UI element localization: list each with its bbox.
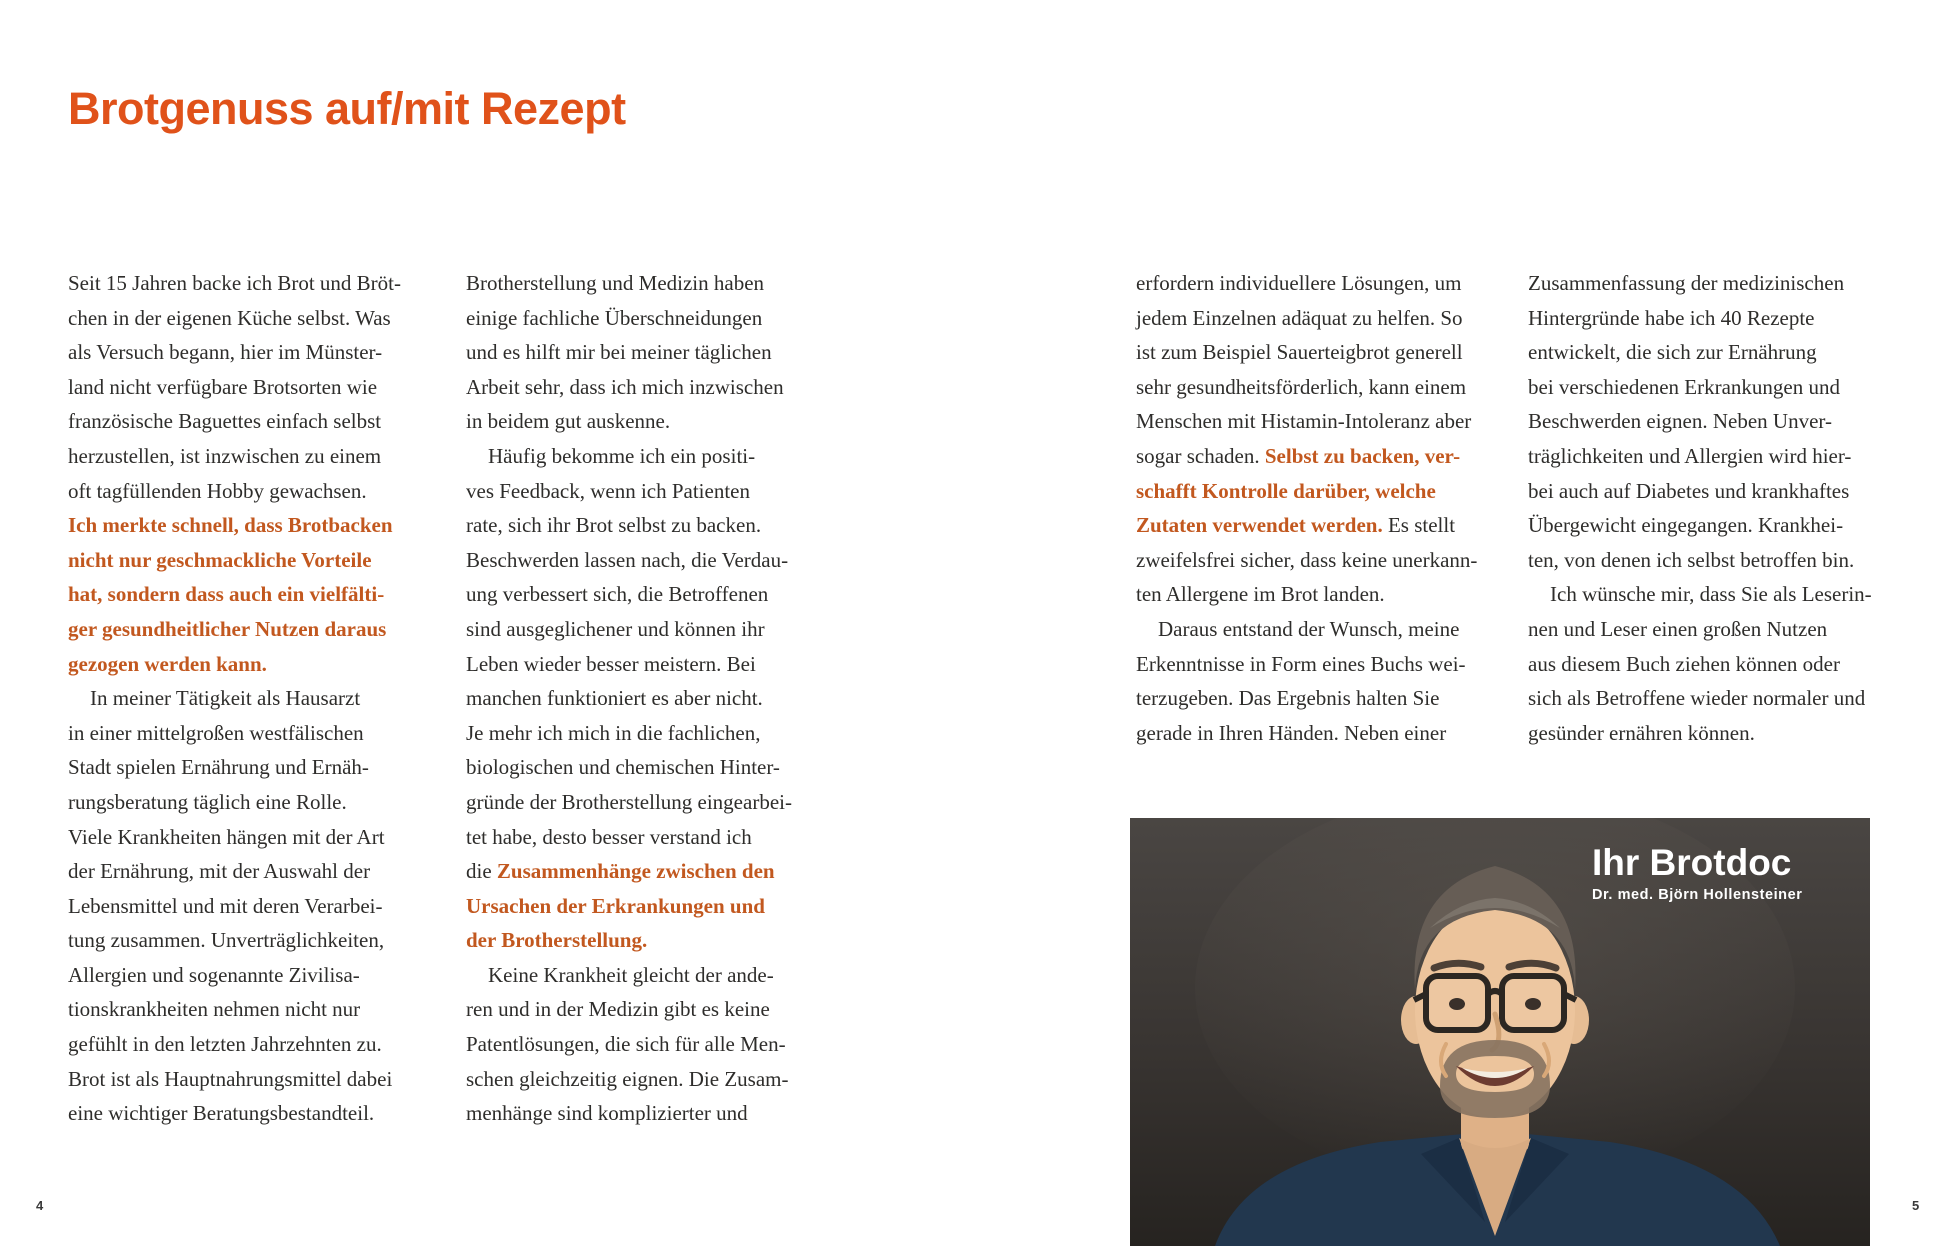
text-line [68,439,440,474]
text-segment: biologischen und chemischen Hinter- [466,755,780,780]
text-segment: sogar schaden. [1136,443,1265,468]
text-line [68,612,440,647]
text-segment: aus diesem Buch ziehen können oder [1528,651,1840,676]
text-line [68,750,440,785]
text-line [68,854,440,889]
text-line [1528,335,1900,370]
emphasized-text-segment: Selbst zu backen, ver- [1264,443,1461,468]
text-line [1136,681,1508,716]
text-segment: sind ausgeglichener und können ihr [466,616,765,641]
text-segment: ves Feedback, wenn ich Patienten [466,478,750,503]
text-line [1528,543,1900,578]
text-segment: Häufig bekomme ich ein positi- [488,443,756,468]
text-line [466,508,838,543]
text-segment: Arbeit sehr, dass ich mich inzwischen [466,374,784,399]
text-line [466,923,838,958]
text-line [68,474,440,509]
text-segment: Patentlösungen, die sich für alle Men- [466,1032,786,1057]
text-line [1136,474,1508,509]
text-line [1136,577,1508,612]
text-line [1136,266,1508,301]
text-line [1136,301,1508,336]
text-line [466,1062,838,1097]
text-segment: als Versuch begann, hier im Münster- [68,340,383,365]
text-line [68,681,440,716]
text-segment: In meiner Tätigkeit als Hausarzt [90,686,361,711]
text-line [68,785,440,820]
text-line [466,716,838,751]
text-line [1136,508,1508,543]
text-line [466,750,838,785]
text-line [68,1027,440,1062]
text-segment: Übergewicht eingegangen. Krankhei- [1528,513,1844,538]
text-segment: tung zusammen. Unverträglichkeiten, [68,928,385,953]
text-segment: schen gleichzeitig eignen. Die Zusam- [466,1066,789,1091]
text-segment: nen und Leser einen großen Nutzen [1528,616,1828,641]
text-line [466,647,838,682]
text-segment: jedem Einzelnen adäquat zu helfen. So [1136,305,1463,330]
text-line [466,301,838,336]
text-line [1528,301,1900,336]
text-line [466,439,838,474]
text-line [1528,474,1900,509]
text-segment: gesünder ernähren können. [1528,720,1755,745]
photo-caption [1592,844,1802,903]
text-segment: Brot ist als Hauptnahrungsmittel dabei [68,1066,393,1091]
text-line [68,335,440,370]
text-line [68,1096,440,1131]
text-segment: oft tagfüllenden Hobby gewachsen. [68,478,367,503]
text-line [1528,577,1900,612]
text-line [466,958,838,993]
photo-heading: Ihr Brotdoc [1592,842,1792,883]
page-number-left: 4 [36,1198,44,1213]
text-line [466,335,838,370]
text-segment: Allergien und sogenannte Zivilisa- [68,962,360,987]
text-segment: ren und in der Medizin gibt es keine [466,997,770,1022]
text-line [466,370,838,405]
text-line [1136,370,1508,405]
emphasized-text-segment: ger gesundheitlicher Nutzen daraus [68,616,387,641]
text-line [68,577,440,612]
text-segment: bei auch auf Diabetes und krankhaftes [1528,478,1850,503]
text-segment: Hintergründe habe ich 40 Rezepte [1528,305,1815,330]
text-segment: Lebensmittel und mit deren Verarbei- [68,893,383,918]
text-segment: terzugeben. Das Ergebnis halten Sie [1136,686,1440,711]
text-line [466,474,838,509]
text-line [68,958,440,993]
text-segment: Brotherstellung und Medizin haben [466,271,765,295]
text-segment: Viele Krankheiten hängen mit der Art [68,824,385,849]
emphasized-text-segment: Ursachen der Erkrankungen und [466,893,765,918]
text-segment: träglichkeiten und Allergien wird hier- [1528,443,1852,468]
text-segment: Menschen mit Histamin-Intoleranz aber [1136,409,1472,434]
emphasized-text-segment: schafft Kontrolle darüber, welche [1136,478,1436,503]
text-segment: Beschwerden lassen nach, die Verdau- [466,547,789,572]
text-segment: gründe der Brotherstellung eingearbei- [466,789,792,814]
text-segment: französische Baguettes einfach selbst [68,409,382,434]
text-segment: ten, von denen ich selbst betroffen bin. [1528,547,1855,572]
text-line [466,785,838,820]
text-segment: Stadt spielen Ernährung und Ernäh- [68,755,369,780]
emphasized-text-segment: gezogen werden kann. [68,651,267,676]
text-line [68,992,440,1027]
emphasized-text-segment: hat, sondern dass auch ein vielfälti- [68,582,385,607]
text-segment: entwickelt, die sich zur Ernährung [1528,340,1817,365]
page-title: Brotgenuss auf/mit Rezept [68,83,626,134]
text-segment: die [466,859,497,884]
text-line [466,612,838,647]
text-line [68,508,440,543]
text-line [68,889,440,924]
text-column-3 [1136,266,1508,750]
text-line [466,854,838,889]
text-segment: Je mehr ich mich in die fachlichen, [466,720,761,745]
text-line [68,923,440,958]
text-line [1528,647,1900,682]
text-segment: ung verbessert sich, die Betroffenen [466,582,769,607]
text-line [1136,439,1508,474]
text-segment: ten Allergene im Brot landen. [1136,582,1385,607]
text-segment: bei verschiedenen Erkrankungen und [1528,374,1840,399]
text-segment: Beschwerden eignen. Neben Unver- [1528,409,1832,434]
text-line [466,681,838,716]
text-line [466,889,838,924]
text-line [1136,647,1508,682]
emphasized-text-segment: der Brotherstellung. [466,928,648,953]
text-line [466,820,838,855]
text-segment: Leben wieder besser meistern. Bei [466,651,756,676]
text-line [68,266,440,301]
text-line [68,647,440,682]
photo-subheading: Dr. med. Björn Hollensteiner [1592,887,1803,903]
text-segment: land nicht verfügbare Brotsorten wie [68,374,378,399]
text-segment: der Ernährung, mit der Auswahl der [68,859,371,884]
text-line [466,992,838,1027]
text-segment: herzustellen, ist inzwischen zu einem [68,443,382,468]
text-column-1 [68,266,440,1131]
text-line [68,404,440,439]
text-line [68,301,440,336]
text-segment: menhänge sind komplizierter und [466,1101,748,1126]
text-line [1136,404,1508,439]
text-segment: manchen funktioniert es aber nicht. [466,686,763,711]
text-line [68,543,440,578]
text-segment: und es hilft mir bei meiner täglichen [466,340,772,365]
text-line [1136,335,1508,370]
emphasized-text-segment: Ich merkte schnell, dass Brotbacken [68,513,393,538]
text-segment: sich als Betroffene wieder normaler und [1528,686,1866,711]
text-line [1528,716,1900,751]
emphasized-text-segment: Zutaten verwendet werden. [1136,513,1383,538]
text-segment: Ich wünsche mir, dass Sie als Leserin- [1550,582,1872,607]
text-line [68,716,440,751]
text-segment: erfordern individuellere Lösungen, um [1136,271,1462,295]
text-line [1528,370,1900,405]
text-line [466,404,838,439]
text-line [68,370,440,405]
text-segment: chen in der eigenen Küche selbst. Was [68,305,391,330]
text-line [1528,508,1900,543]
text-segment: in beidem gut auskenne. [466,409,671,434]
text-segment: rungsberatung täglich eine Rolle. [68,789,347,814]
text-segment: gefühlt in den letzten Jahrzehnten zu. [68,1032,382,1057]
text-line [1528,612,1900,647]
text-segment: tionskrankheiten nehmen nicht nur [68,997,361,1022]
text-segment: einige fachliche Überschneidungen [466,305,763,330]
text-line [466,1096,838,1131]
text-line [1136,716,1508,751]
text-segment: eine wichtiger Beratungsbestandteil. [68,1101,375,1126]
text-segment: sehr gesundheitsförderlich, kann einem [1136,374,1467,399]
text-line [1136,543,1508,578]
text-segment: ist zum Beispiel Sauerteigbrot generell [1136,340,1463,365]
text-segment: Keine Krankheit gleicht der ande- [488,962,774,987]
text-segment: tet habe, desto besser verstand ich [466,824,752,849]
text-segment: Erkenntnisse in Form eines Buchs wei- [1136,651,1466,676]
text-column-4 [1528,266,1900,750]
emphasized-text-segment: Zusammenhänge zwischen den [496,859,775,884]
text-line [1136,612,1508,647]
text-line [1528,681,1900,716]
text-line [1528,266,1900,301]
text-column-2 [466,266,838,1131]
text-line [466,543,838,578]
text-line [68,820,440,855]
text-segment: Zusammenfassung der medizinischen [1528,271,1845,295]
page-number-right: 5 [1912,1198,1920,1213]
text-line [1528,439,1900,474]
text-line [466,266,838,301]
text-segment: zweifelsfrei sicher, dass keine unerkann- [1136,547,1478,572]
emphasized-text-segment: nicht nur geschmackliche Vorteile [68,547,372,572]
text-segment: Es stellt [1382,513,1456,538]
text-line [68,1062,440,1097]
text-segment: Daraus entstand der Wunsch, meine [1158,616,1460,641]
text-segment: rate, sich ihr Brot selbst zu backen. [466,513,762,538]
author-photo [1130,818,1870,1246]
text-segment: Seit 15 Jahren backe ich Brot und Bröt- [68,271,402,295]
text-line [466,1027,838,1062]
text-segment: in einer mittelgroßen westfälischen [68,720,364,745]
text-segment: gerade in Ihren Händen. Neben einer [1136,720,1447,745]
text-line [466,577,838,612]
text-line [1528,404,1900,439]
